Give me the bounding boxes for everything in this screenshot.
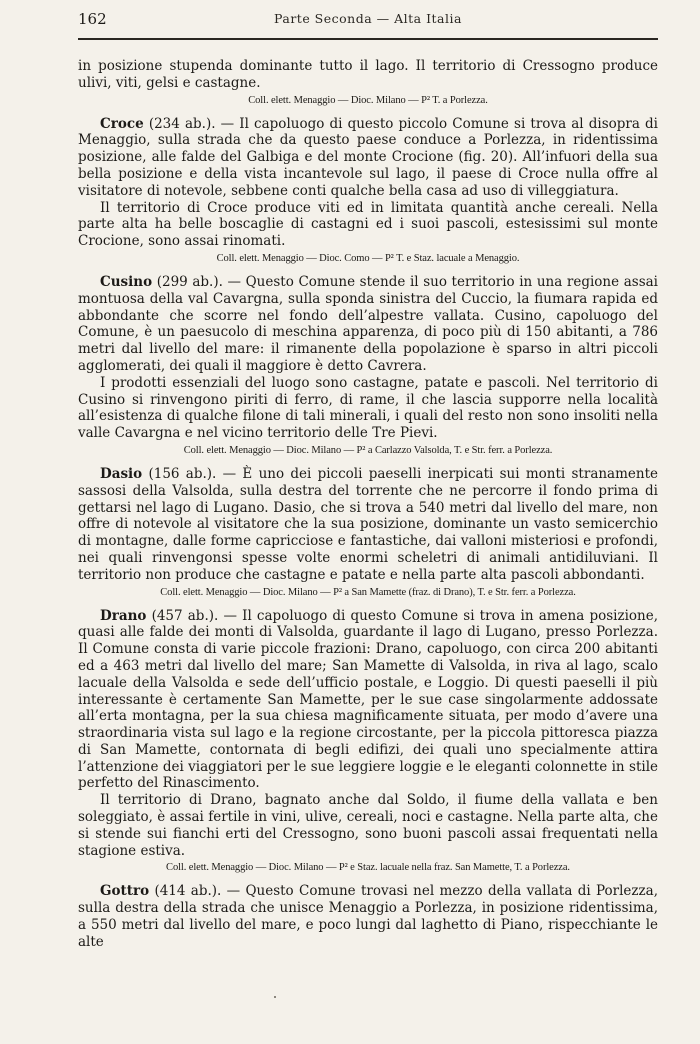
- print-speck: [274, 996, 276, 998]
- entry-cusino: [78, 274, 658, 375]
- entry-name: Dasio: [100, 465, 143, 482]
- entry-drano: [78, 608, 658, 793]
- entry-name: Cusino: [100, 273, 153, 290]
- entry-name: Drano: [100, 607, 147, 624]
- entry-dasio-credit: Coll. elett. Menaggio — Dioc. Milano — P² a San Mamette (fraz. di Drano), T. e Str. ferr. a Porlezza.: [160, 586, 576, 598]
- entry-gottro: [78, 883, 658, 950]
- entry-text: (457 ab.). — Il capoluogo di questo Comune si trova in amena posizione, quasi alle falde dei monti di Valsolda, guardante il lago di Lugano, presso Porlezza. Il Comune consta di varie piccole frazioni: Drano, capoluogo, con circa 200 abitanti ed a 463 metri dal livello del mare; San Mamette di Valsolda, in riva al lago, scalo lacuale della Valsolda e sede dell’ufficio postale, e Loggio. Di questi paeselli il più interessante è certamente San Mamette, per le sue case singolarmente addossate all’erta montagna, per la sua chiesa magnificamente situata, per modo d’avere una straordinaria vista sul lago e la regione circostante, per la piccola pittoresca piazza di San Mamette, contornata di begli edifizi, dei quali uno specialmente attira l’attenzione dei viaggiatori per le sue leggiere loggie e le eleganti colonnette in stile perfetto del Rinascimento.: [78, 607, 658, 792]
- entry-drano-credit: Coll. elett. Menaggio — Dioc. Milano — P² e Staz. lacuale nella fraz. San Mamette, T. a Porlezza.: [166, 862, 570, 874]
- entry-text: (234 ab.). — Il capoluogo di questo piccolo Comune si trova al disopra di Menaggio, sulla strada che da questo paese conduce a Porlezza, in ridentissima posizione, alle falde del Galbiga e del monte Crocione (fig. 20). All’infuori della sua bella posizione e della vista incantevole sul lago, il paese di Croce nulla offre al visitatore di notevole, sebbene conti qualche bella casa ad uso di villeggiatura.: [78, 115, 658, 199]
- entry-croce: [78, 116, 658, 200]
- header-rule: [78, 38, 658, 40]
- page-number: 162: [78, 10, 107, 28]
- entry-text: (299 ab.). — Questo Comune stende il suo territorio in una regione assai montuosa della val Cavargna, sulla sponda sinistra del Cuccio, la fiumara rapida ed abbondante che scorre nel fondo dell’alpestre vallata. Cusino, capoluogo del Comune, è un paesucolo di meschina apparenza, di poco più di 150 abitanti, a 786 metri dal livello del mare: il rimanente della popolazione è sparso in altri piccoli agglomerati, dei quali il maggiore è detto Cavrera.: [78, 273, 658, 374]
- page-header: [78, 10, 658, 32]
- intro-credit: Coll. elett. Menaggio — Dioc. Milano — P² T. a Porlezza.: [248, 94, 488, 106]
- page-body: [78, 58, 658, 951]
- entry-cusino-p2: I prodotti essenziali del luogo sono castagne, patate e pascoli. Nel territorio di Cusino si rinvengono piriti di ferro, di rame, il che lascia supporre nella località all’esistenza di qualche filone di tali minerali, i quali del resto non sono insoliti nella valle Cavargna e nel vicino territorio delle Tre Pievi.: [78, 374, 658, 442]
- entry-drano-p2: Il territorio di Drano, bagnato anche dal Soldo, il fiume della vallata e ben soleggiato, è assai fertile in vini, ulive, cereali, noci e castagne. Nella parte alta, che si stende sui fianchi erti del Cressogno, sono buoni pascoli assai frequentati nella stagione estiva.: [78, 792, 658, 859]
- entry-name: Croce: [100, 115, 144, 132]
- entry-dasio: [78, 466, 658, 584]
- running-title: Parte Seconda — Alta Italia: [274, 11, 462, 26]
- entry-cusino-credit: Coll. elett. Menaggio — Dioc. Milano — P² a Carlazzo Valsolda, T. e Str. ferr. a Porlezza.: [183, 444, 553, 456]
- entry-text: (414 ab.). — Questo Comune trovasi nel mezzo della vallata di Porlezza, sulla destra della strada che unisce Menaggio a Porlezza, in posizione ridentissima, a 550 metri dal livello del mare, e poco lungi dal laghetto di Piano, rispecchiante le alte: [78, 883, 658, 950]
- entry-croce-p2: Il territorio di Croce produce viti ed in limitata quantità anche cereali. Nella parte alta ha belle boscaglie di castagni ed i suoi pascoli, estesissimi sul monte Crocione, sono assai rinomati.: [78, 199, 658, 250]
- entry-croce-credit: Coll. elett. Menaggio — Dioc. Como — P² T. e Staz. lacuale a Menaggio.: [216, 252, 520, 264]
- entry-text: (156 ab.). — È uno dei piccoli paeselli inerpicati sui monti stranamente sassosi della Valsolda, sulla destra del torrente che ne percorre il fondo prima di gettarsi nel lago di Lugano. Dasio, che si trova a 540 metri dal livello del mare, non offre di notevole al visitatore che la sua posizione, dominante un vasto semicerchio di montagne, dalle forme capricciose e fantastiche, dai valloni misteriosi e profondi, nei quali rinvengonsi spesse volte enormi scheletri di animali antidiluviani. Il territorio non produce che castagne e patate e nella parte alta pascoli abbondanti.: [78, 465, 659, 583]
- entry-name: Gottro: [100, 883, 150, 900]
- intro-paragraph: in posizione stupenda dominante tutto il lago. Il territorio di Cressogno produce ulivi, viti, gelsi e castagne.: [78, 58, 658, 91]
